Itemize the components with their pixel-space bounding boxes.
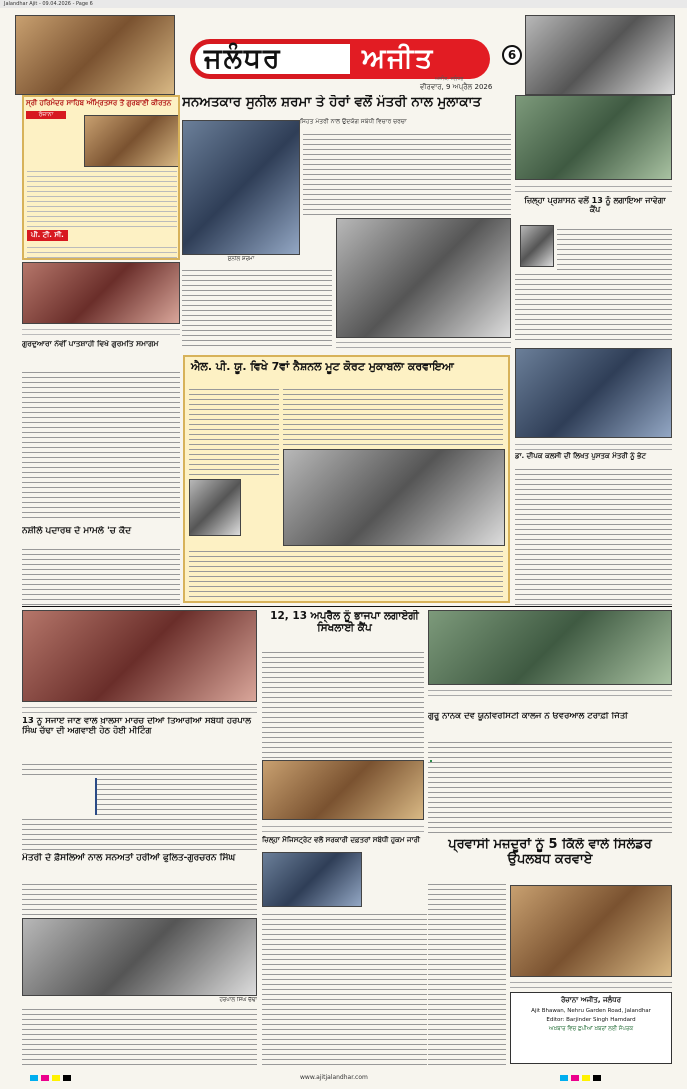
headline-main: ਸਨਅਤਕਾਰ ਸੁਨੀਲ ਸ਼ਰਮਾ ਤੇ ਹੋਰਾਂ ਵਲੋਂ ਮੰਤਰੀ ਨਾਲ ਮੁਲਾਕਾਤ bbox=[182, 95, 482, 110]
top-strip: Jalandhar Ajit - 09.04.2026 - Page 6 bbox=[0, 0, 687, 8]
bottom-strip-text: www.ajitjalandhar.com bbox=[300, 1074, 368, 1081]
lpu-text-1 bbox=[189, 385, 279, 475]
page-number: 6 bbox=[502, 45, 522, 65]
left-photo-4-caption: ਹਰਪਾਲ ਸਿੰਘ ਚੱਢਾ bbox=[219, 997, 257, 1003]
main-article-text-2 bbox=[182, 266, 332, 346]
lpu-inset-photo bbox=[189, 479, 241, 536]
left-box-title: ਸ੍ਰੀ ਹਰਿਮੰਦਰ ਸਾਹਿਬ ਅੰਮ੍ਰਿਤਸਰ ਤੋਂ ਗੁਰਬਾਣੀ ਕੀਰਤਨ bbox=[26, 99, 172, 107]
right-photo-2-caption bbox=[515, 440, 672, 450]
left-box-text2 bbox=[27, 243, 177, 259]
mid-bottom-photo bbox=[262, 852, 362, 907]
lpu-text-3 bbox=[189, 547, 503, 599]
masthead-right-panel bbox=[350, 39, 490, 79]
footer-line3: Editor: Barjinder Singh Hamdard bbox=[546, 1017, 636, 1023]
right-photo-1-caption bbox=[515, 182, 672, 194]
headline-main-sub: ਸਿਹਤ ਮੰਤਰੀ ਨਾਲ ਉਦਯੋਗ ਸਬੰਧੀ ਵਿਚਾਰ ਚਰਚਾ bbox=[300, 118, 407, 125]
left-photo-2-caption bbox=[22, 325, 180, 339]
color-bar-right bbox=[560, 1075, 604, 1081]
left-photo-3-caption bbox=[22, 703, 257, 715]
golden-temple-photo bbox=[84, 115, 180, 167]
header-photo-left bbox=[15, 15, 175, 95]
headline-lpu: ਐਲ. ਪੀ. ਯੂ. ਵਿਖੇ 7ਵਾਂ ਨੈਸ਼ਨਲ ਮੂਟ ਕੋਰਟ ਮੁਕਾਬਲਾ ਕਰਵਾਇਆ bbox=[191, 360, 454, 373]
divider-mid bbox=[22, 606, 672, 607]
bottom-strip bbox=[0, 1072, 687, 1084]
headline-bjp: 12, 13 ਅਪ੍ਰੈਲ ਨੂੰ ਭਾਜਪਾ ਲਗਾਏਗੀ ਸਿਖਲਾਈ ਕੈਂਪ bbox=[270, 610, 419, 635]
migrant-photo bbox=[510, 885, 672, 977]
footer-line2: Ajit Bhawan, Nehru Garden Road, Jalandhar bbox=[531, 1008, 651, 1014]
mid-bottom-text bbox=[262, 910, 427, 1065]
main-article-text bbox=[303, 130, 511, 215]
masthead-date: ਵੀਰਵਾਰ, 9 ਅਪ੍ਰੈਲ 2026 bbox=[420, 83, 493, 91]
footer-contact: ਅਖ਼ਬਾਰ ਵਿਚ ਛਪੀਆਂ ਖ਼ਬਰਾਂ ਲਈ ਸੰਪਰਕ bbox=[548, 1026, 634, 1032]
left-photo-3 bbox=[22, 610, 257, 702]
bjp-photo-caption bbox=[262, 822, 424, 834]
lpu-photo bbox=[283, 449, 505, 546]
left-article-text-2 bbox=[22, 368, 180, 518]
headline-right-2: ਡਾ. ਦੀਪਕ ਕਲਸੀ ਦੀ ਲਿਖਤ ਪੁਸਤਕ ਮੰਤਰੀ ਨੂੰ ਭੇਟ bbox=[515, 452, 646, 460]
footer-line1: ਰੋਜ਼ਾਨਾ ਅਜੀਤ, ਜਲੰਧਰ bbox=[560, 996, 622, 1004]
gnd-photo bbox=[428, 610, 672, 685]
footer-box bbox=[510, 992, 672, 1064]
left-box-text bbox=[27, 167, 177, 227]
main-photo-caption: ਸੁਨੀਲ ਸ਼ਰਮਾ bbox=[227, 256, 255, 262]
headline-left-5: ਮੰਤਰੀ ਦੇ ਫ਼ੈਸਲਿਆਂ ਨਾਲ ਸਨਅਤਾਂ ਹਰੀਆਂ ਫੁਲਿਤ-ਗੁਰਚਰਨ ਸਿੰਘ bbox=[22, 853, 236, 863]
main-photo-2-caption bbox=[336, 338, 511, 350]
migrant-text bbox=[428, 880, 506, 1065]
right-portrait bbox=[520, 225, 554, 267]
left-article-text-4 bbox=[22, 760, 257, 850]
gnd-text bbox=[428, 738, 672, 833]
header-photo-right bbox=[525, 15, 675, 95]
left-box bbox=[22, 95, 180, 260]
color-bar-left bbox=[30, 1075, 74, 1081]
right-photo-2 bbox=[515, 348, 672, 438]
headline-migrant: ਪ੍ਰਵਾਸੀ ਮਜ਼ਦੂਰਾਂ ਨੂੰ 5 ਕਿੱਲੋ ਵਾਲੇ ਸਿਲੰਡਰ ਉਪਲਬਧ ਕਰਵਾਏ bbox=[448, 838, 652, 867]
left-photo-2 bbox=[22, 262, 180, 324]
left-article-text-5 bbox=[22, 880, 257, 915]
masthead-right: ਅਜੀਤ bbox=[362, 43, 435, 74]
migrant-photo-caption bbox=[510, 978, 672, 988]
left-article-text-3 bbox=[22, 545, 180, 605]
masthead-left: ਜਲੰਧਰ bbox=[204, 43, 282, 74]
green-box bbox=[430, 760, 432, 762]
lpu-text-2 bbox=[283, 385, 503, 445]
masthead bbox=[180, 35, 500, 95]
left-photo-4 bbox=[22, 918, 257, 996]
headline-left-3: ਨਸ਼ੀਲੇ ਪਦਾਰਥ ਦੇ ਮਾਮਲੇ 'ਚ ਕੈਦ bbox=[22, 526, 132, 536]
headline-gnd: ਗੁਰੂ ਨਾਨਕ ਦੇਵ ਯੂਨੀਵਰਸਿਟੀ ਕਾਲਜ ਨੇ ਓਵਰਆਲ ਟਰਾਫ਼ੀ ਜਿੱਤੀ bbox=[428, 712, 628, 721]
masthead-subtitle: ਅਜੀਤ, ਜਲੰਧਰ bbox=[435, 76, 464, 82]
left-box-label: ਰੋਜ਼ਾਨਾ bbox=[26, 111, 66, 119]
bjp-text bbox=[262, 648, 424, 758]
left-box-tag: ਪੀ. ਟੀ. ਸੀ. bbox=[27, 230, 68, 241]
headline-left-2: ਗੁਰਦੁਆਰਾ ਨੌਵੀਂ ਪਾਤਸ਼ਾਹੀ ਵਿਖੇ ਗੁਰਮਤਿ ਸਮਾਗਮ bbox=[22, 340, 159, 348]
main-photo-2 bbox=[336, 218, 511, 338]
right-photo-1 bbox=[515, 95, 672, 180]
headline-left-4: 13 ਨੂੰ ਸਜਾਏ ਜਾਣ ਵਾਲੇ ਖ਼ਾਲਸਾ ਮਾਰਚ ਦੀਆਂ ਤਿਆਰੀਆਂ ਸਬੰਧੀ ਹਰਪਾਲ ਸਿੰਘ ਚੱਢਾ ਦੀ ਅਗਵਾਈ ਹੇਠ ਹੋਈ ਮੀਟਿੰਗ bbox=[22, 717, 251, 736]
left-article-text-6 bbox=[22, 1005, 257, 1065]
right-article-text-2 bbox=[515, 465, 672, 605]
gnd-photo-caption bbox=[428, 686, 672, 696]
lpu-box bbox=[183, 355, 510, 603]
bjp-photo bbox=[262, 760, 424, 820]
headline-right-1: ਜ਼ਿਲ੍ਹਾ ਪ੍ਰਸ਼ਾਸਨ ਵਲੋਂ 13 ਨੂੰ ਲਗਾਇਆ ਜਾਵੇਗਾ ਕੈਂਪ bbox=[524, 196, 666, 215]
main-photo bbox=[182, 120, 300, 255]
headline-dm: ਜ਼ਿਲ੍ਹਾ ਮੈਜਿਸਟ੍ਰੇਟ ਵਲੋਂ ਸਰਕਾਰੀ ਦਫ਼ਤਰਾਂ ਸਬੰਧੀ ਹੁਕਮ ਜਾਰੀ bbox=[262, 836, 420, 844]
